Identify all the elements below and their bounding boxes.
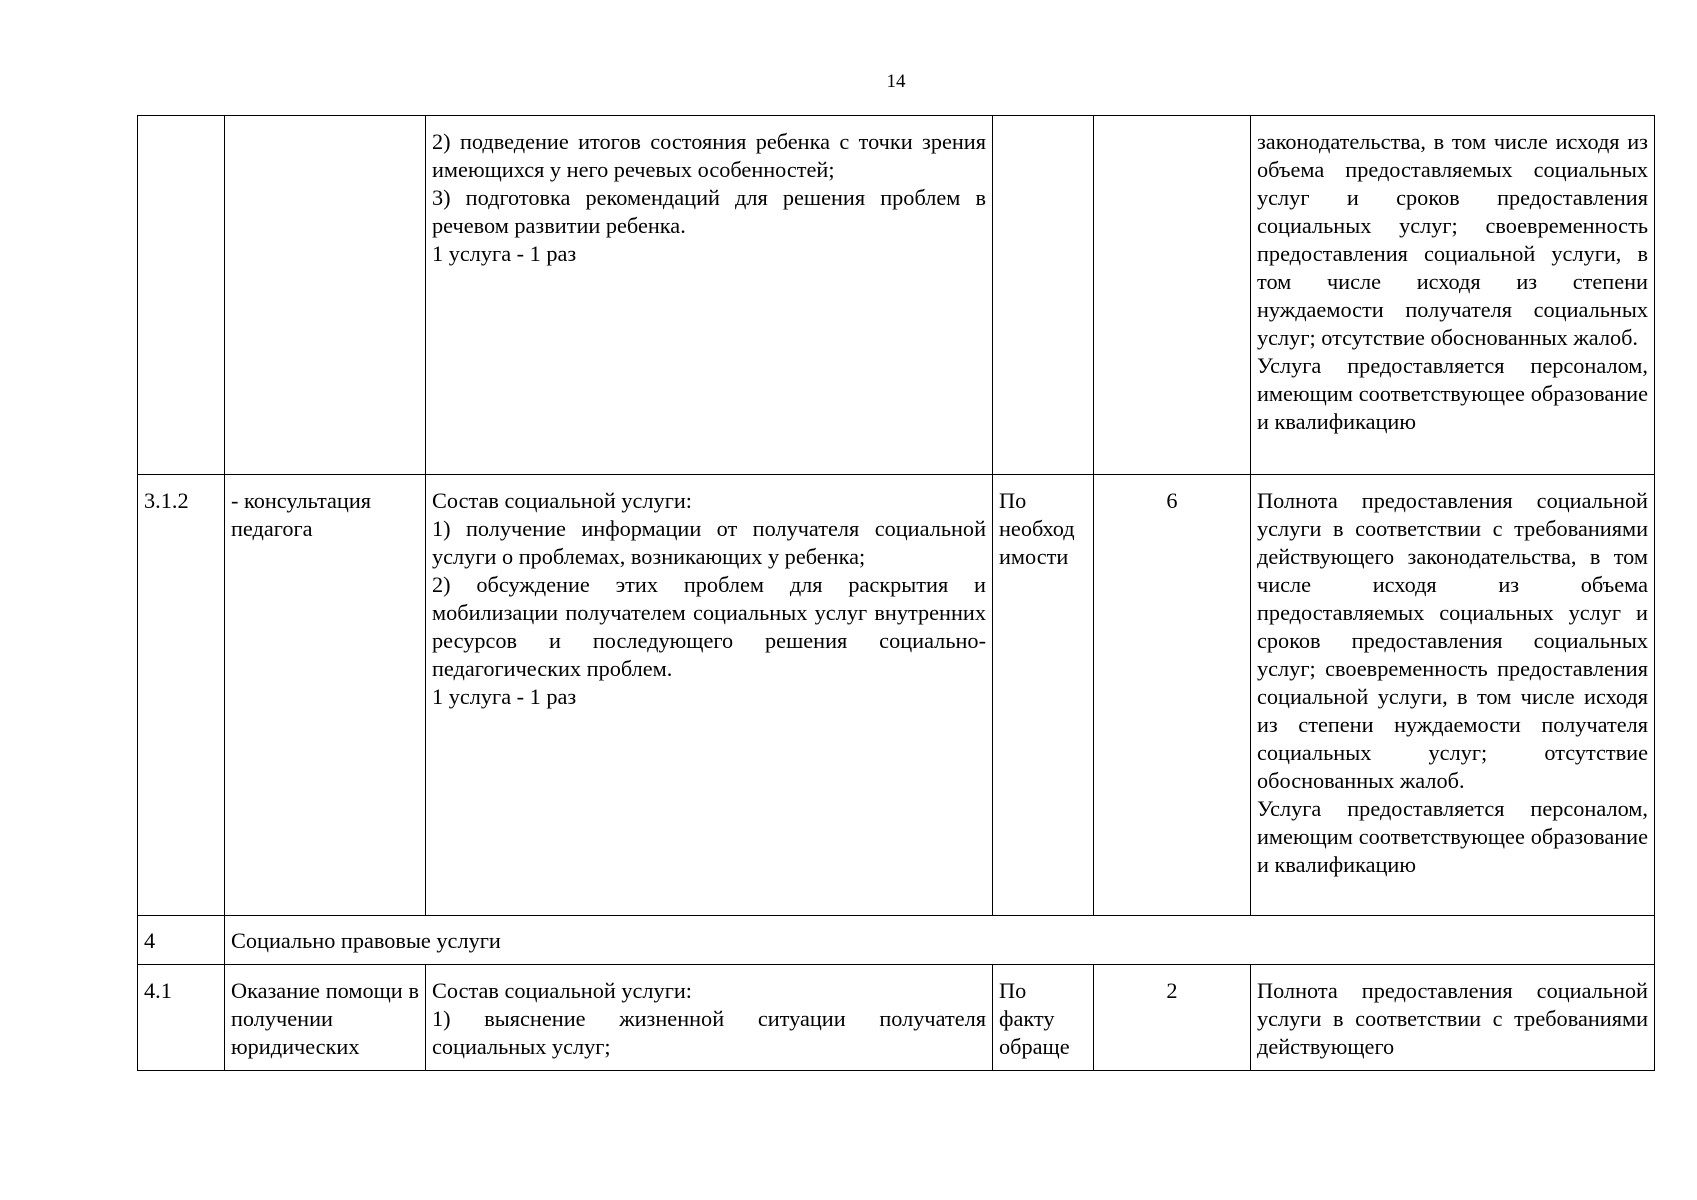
content-line: 1) выяснение жизненной ситуации получателя социальных услуг;	[432, 1006, 986, 1059]
content-line: 2) подведение итогов состояния ребенка с точки зрения имеющихся у него речевых особенностей;	[432, 129, 986, 182]
services-table	[137, 115, 1655, 1071]
cell-count	[1094, 116, 1251, 475]
cell-service-name: - консультация педагога	[225, 475, 426, 916]
content-line: 1) получение информации от получателя социальной услуги о проблемах, возникающих у ребенка;	[432, 516, 986, 569]
cell-frequency: По необход имости	[993, 475, 1094, 916]
cell-frequency	[993, 116, 1094, 475]
cell-quality	[1251, 475, 1655, 916]
cell-service-content	[426, 116, 993, 475]
quality-line: Полнота предоставления социальной услуги в соответствии с требованиями действующего законодательства, в том числе исходя из объема предоставляемых социальных услуг и сроков предоставления социальных услуг; своевременность предоставления социальной услуги, в том числе исходя из степени нуждаемости получателя социальных услуг; отсутствие обоснованных жалоб.	[1257, 488, 1648, 793]
cell-quality	[1251, 116, 1655, 475]
cell-count: 6	[1094, 475, 1251, 916]
content-line: 2) обсуждение этих проблем для раскрытия и мобилизации получателем социальных услуг внутренних ресурсов и последующего решения социально-педагогических проблем.	[432, 572, 986, 681]
cell-quality	[1251, 965, 1655, 1071]
cell-service-content	[426, 965, 993, 1071]
page-number: 14	[886, 71, 906, 92]
quality-line: законодательства, в том числе исходя из объема предоставляемых социальных услуг и сроков предоставления социальных услуг; своевременность предоставления социальной услуги, в том числе исходя из степени нуждаемости получателя социальных услуг; отсутствие обоснованных жалоб.	[1257, 129, 1648, 350]
section-title: Социально правовые услуги	[225, 916, 1655, 965]
quality-line: Услуга предоставляется персоналом, имеющим соответствующее образование и квалификацию	[1257, 796, 1648, 877]
table-row	[138, 475, 1655, 916]
table-row	[138, 116, 1655, 475]
cell-number: 3.1.2	[138, 475, 225, 916]
cell-service-content	[426, 475, 993, 916]
cell-frequency: По факту обраще	[993, 965, 1094, 1071]
quality-line: Услуга предоставляется персоналом, имеющим соответствующее образование и квалификацию	[1257, 353, 1648, 434]
content-line: 3) подготовка рекомендаций для решения проблем в речевом развитии ребенка.	[432, 185, 986, 238]
content-line: 1 услуга - 1 раз	[432, 684, 577, 709]
cell-number: 4	[138, 916, 225, 965]
table-row	[138, 965, 1655, 1071]
content-line: Состав социальной услуги:	[432, 488, 692, 513]
cell-number: 4.1	[138, 965, 225, 1071]
content-line: 1 услуга - 1 раз	[432, 241, 577, 266]
cell-number	[138, 116, 225, 475]
content-line: Состав социальной услуги:	[432, 978, 692, 1003]
cell-count: 2	[1094, 965, 1251, 1071]
cell-service-name	[225, 116, 426, 475]
cell-service-name: Оказание помощи в получении юридических	[225, 965, 426, 1071]
section-row	[138, 916, 1655, 965]
quality-line: Полнота предоставления социальной услуги в соответствии с требованиями действующего	[1257, 978, 1648, 1059]
